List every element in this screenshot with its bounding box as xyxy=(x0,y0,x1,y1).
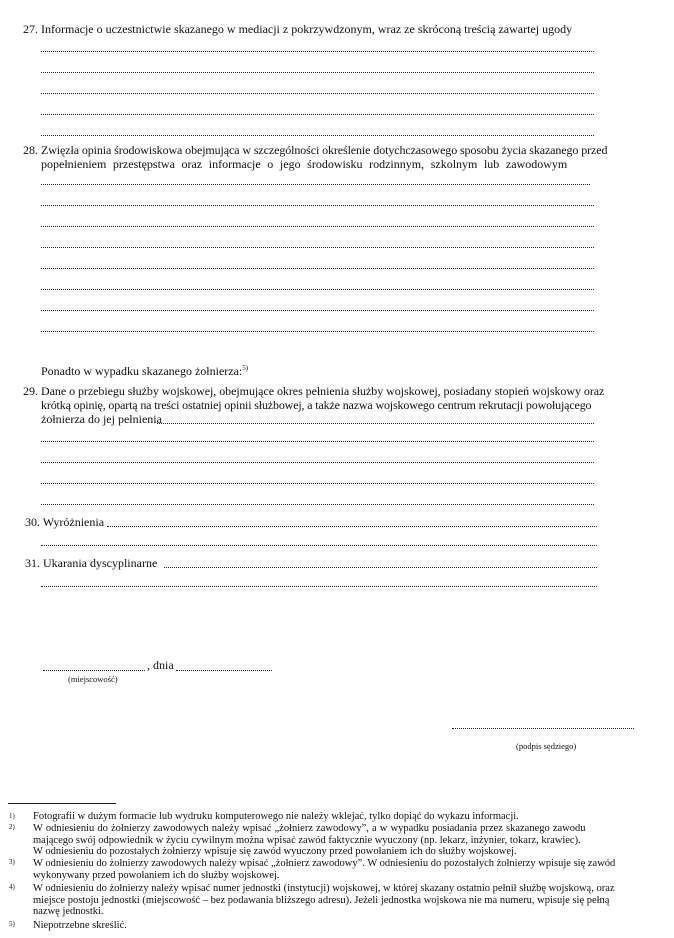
footnote-5 xyxy=(33,920,127,932)
answer-line-27-4[interactable] xyxy=(41,113,594,115)
footnote-line: Fotografii w dużym formacie lub wydruku komputerowego nie należy wklejać, tylko dopiąć do wykazu informacji. xyxy=(33,811,519,822)
question-29-line-3: żołnierza do jej pełnienia xyxy=(41,412,162,426)
judge-signature-field[interactable] xyxy=(452,727,634,729)
answer-line-28-4[interactable] xyxy=(41,246,594,248)
answer-line-27-1[interactable] xyxy=(41,50,594,52)
question-31 xyxy=(25,556,157,570)
answer-line-28-5[interactable] xyxy=(41,267,594,269)
footnote-mark-5: 5) xyxy=(9,920,15,928)
question-29-line-2: krótką opinię, opartą na treści ostatniej opinii służbowej, a także nazwa wojskowego centrum rekrutacji powołującego xyxy=(41,398,592,412)
date-field[interactable] xyxy=(176,669,272,671)
answer-line-29-2[interactable] xyxy=(41,461,594,463)
footnote-mark-2: 2) xyxy=(9,823,15,831)
answer-line-29-0[interactable] xyxy=(157,422,594,424)
answer-line-27-2[interactable] xyxy=(41,71,594,73)
place-field[interactable] xyxy=(43,669,145,671)
footnote-line: wykonywany przed powołaniem ich do służby wojskowej. xyxy=(33,869,280,881)
judge-caption: (podpis sędziego) xyxy=(516,741,577,751)
date-separator: , dnia xyxy=(147,658,174,672)
question-number: 31. xyxy=(25,556,40,570)
soldier-note-text: Ponadto w wypadku skazanego żołnierza: xyxy=(41,364,243,378)
footnote-mark-3: 3) xyxy=(9,858,15,866)
answer-line-27-5[interactable] xyxy=(41,134,594,136)
question-27 xyxy=(23,22,572,36)
footnote-4 xyxy=(33,883,615,918)
answer-line-28-6[interactable] xyxy=(41,288,594,290)
footnote-line: mającego swój odpowiednik w życiu cywilnym można wpisać zawód faktycznie wyuczony (np. lekarz, inżynier, tokarz, krawiec). xyxy=(33,834,581,846)
answer-line-29-3[interactable] xyxy=(41,482,594,484)
question-28-line-2: popełnieniem przestępstwa oraz informacje o jego środowisku rodzinnym, szkolnym lub zawodowym xyxy=(41,157,568,171)
soldier-note xyxy=(41,361,248,378)
answer-line-30-1[interactable] xyxy=(107,525,597,527)
footnote-line: miejsce postoju jednostki (miejscowość – bez podawania bliższego adresu). Jeżeli jednostka wojskowa nie ma numeru, wpisuje się pełną xyxy=(33,894,610,906)
answer-line-27-3[interactable] xyxy=(41,92,594,94)
answer-line-28-7[interactable] xyxy=(41,309,594,311)
question-28-number: 28. xyxy=(23,143,38,157)
question-27-text: Informacje o uczestnictwie skazanego w mediacji z pokrzywdzonym, wraz ze skróconą treścią zawartej ugody xyxy=(41,22,573,36)
footnote-mark-1: 1) xyxy=(9,812,15,820)
answer-line-28-8[interactable] xyxy=(41,330,594,332)
question-number: 27. xyxy=(23,22,38,36)
answer-line-30-2[interactable] xyxy=(41,544,597,546)
question-30 xyxy=(25,515,104,529)
question-29-line-1: Dane o przebiegu służby wojskowej, obejmujące okres pełnienia służby wojskowej, posiadany stopień wojskowy oraz xyxy=(41,384,605,398)
question-31-label: Ukarania dyscyplinarne xyxy=(43,556,158,570)
answer-line-31-2[interactable] xyxy=(41,585,597,587)
question-29-number: 29. xyxy=(23,384,38,398)
footnote-line: W odniesieniu do żołnierzy należy wpisać numer jednostki (instytucji) wojskowej, w której skazany ostatnio pełnił służbę wojskową, oraz xyxy=(33,883,615,894)
footnote-line: nazwę jednostki. xyxy=(33,906,104,918)
footnote-2 xyxy=(33,823,658,858)
footnote-separator xyxy=(8,803,116,804)
answer-line-28-2[interactable] xyxy=(41,204,594,206)
question-28-line-1: Zwięzła opinia środowiskowa obejmująca w szczególności określenie dotychczasowego sposobu życia skazanego przed xyxy=(41,143,608,157)
answer-line-31-1[interactable] xyxy=(164,566,597,568)
footnote-line: W odniesieniu do żołnierzy zawodowych należy wpisać „żołnierz zawodowy”. W odniesieniu do pozostałych żołnierzy wpisuje się zawód xyxy=(33,858,616,869)
question-number: 30. xyxy=(25,515,40,529)
footnote-line: W odniesieniu do pozostałych żołnierzy wpisuje się zawód wyuczony przed powołaniem ich do służby wojskowej. xyxy=(33,846,517,858)
answer-line-28-1[interactable] xyxy=(41,183,590,185)
answer-line-28-3[interactable] xyxy=(41,225,594,227)
place-caption: (miejscowość) xyxy=(68,674,118,684)
footnote-line: W odniesieniu do żołnierzy zawodowych należy wpisać „żołnierz zawodowy”, a w wypadku posiadania przez skazanego zawodu xyxy=(33,823,586,834)
footnote-3 xyxy=(33,858,615,881)
footnote-mark-4: 4) xyxy=(9,883,15,891)
footnote-line: Niepotrzebne skreślić. xyxy=(33,920,127,931)
question-30-label: Wyróżnienia xyxy=(42,515,105,529)
footnote-1 xyxy=(33,811,519,823)
answer-line-29-1[interactable] xyxy=(41,440,594,442)
footnote-ref-5: 5) xyxy=(242,364,249,372)
answer-line-29-4[interactable] xyxy=(41,503,594,505)
